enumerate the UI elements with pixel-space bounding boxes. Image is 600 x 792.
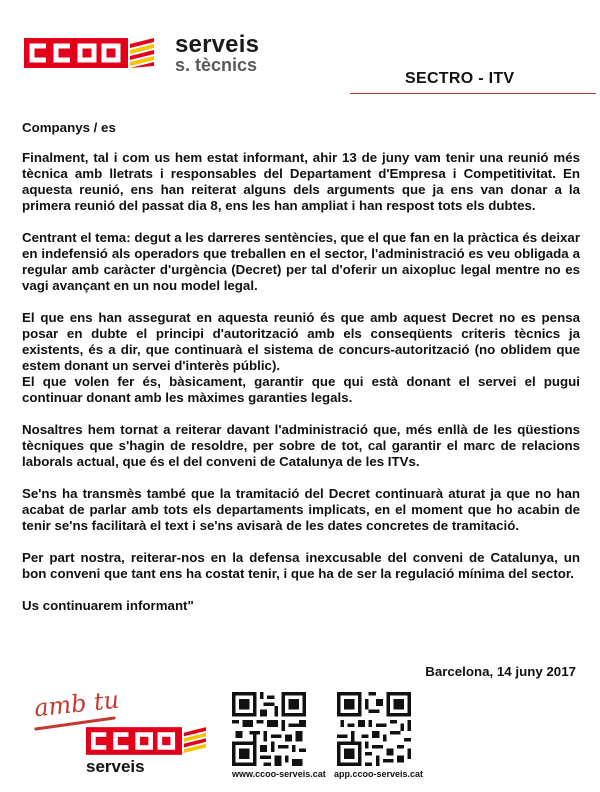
- qr-label: app.ccoo-serveis.cat: [334, 769, 424, 779]
- header-rule: [350, 93, 596, 94]
- paragraph: Finalment, tal i com us hem estat informant, ahir 13 de juny vam tenir una reunió més tècnica amb lletrats i responsables del Departament d'Empresa i Competitivitat. En aquesta reunió, ens han reiterat alguns dels arguments que ja ens van donar a la primera reunió del passat dia 8, ens les han ampliat i han respost tots els dubtes.: [22, 150, 580, 213]
- greeting: Companys / es: [22, 120, 116, 135]
- footer-org-name: serveis: [86, 757, 145, 776]
- qr-label: www.ccoo-serveis.cat: [232, 769, 326, 779]
- slogan: amb tu: [32, 685, 121, 723]
- place-date: Barcelona, 14 juny 2017: [425, 664, 576, 679]
- ccoo-footer-logo: [86, 727, 206, 755]
- letterhead: [0, 0, 600, 100]
- org-name: serveis: [175, 31, 260, 58]
- paragraph: El que ens han assegurat en aquesta reunió és que amb aquest Decret no es pensa posar en dubte el principi d'autorització amb els conseqüents criteris tècnics ja existents, és a dir, que continuarà el sistema de concurs-autorització (no oblidem que estem donant un servei d'interès públic).: [22, 310, 580, 373]
- ccoo-logo: [24, 38, 154, 68]
- sector-title: SECTRO - ITV: [405, 70, 515, 87]
- paragraph: Nosaltres hem tornat a reiterar davant l'administració que, més enllà de les qüestions tècniques que s'hagin de resoldre, per sobre de tot, cal garantir el marc de relacions laborals actual, que és el del conveni de Catalunya de les ITVs.: [22, 422, 580, 469]
- closing: Us continuarem informant": [22, 598, 194, 613]
- letter-body: [22, 120, 580, 630]
- paragraph: El que volen fer és, bàsicament, garantir que qui està donant el servei el pugui continuar donant amb les màximes garanties legals.: [22, 374, 580, 405]
- paragraph: Per part nostra, reiterar-nos en la defensa inexcusable del conveni de Catalunya, un bon conveni que tant ens ha costat tenir, i que ha de ser la regulació mínima del sector.: [22, 550, 580, 581]
- qr-code-icon: [232, 692, 306, 766]
- paragraph: Se'ns ha transmès també que la tramitació del Decret continuarà aturat ja que no han acabat de parlar amb tots els departaments implicats, en el moment que ho acabin de tenir se'ns facilitarà el text i se'ns avisarà de les dates concretes de tramitació.: [22, 486, 580, 533]
- org-subtitle: s. tècnics: [175, 55, 258, 75]
- paragraph: Centrant el tema: degut a les darreres sentències, que el que fan en la pràctica és deixar en indefensió als operadors que treballen en el sector, l'administració es veu obligada a regular amb caràcter d'urgència (Decret) per tal d'oferir un aixopluc legal mentre no es vagi avançant en un nou model legal.: [22, 230, 580, 293]
- qr-code-icon: [337, 692, 411, 766]
